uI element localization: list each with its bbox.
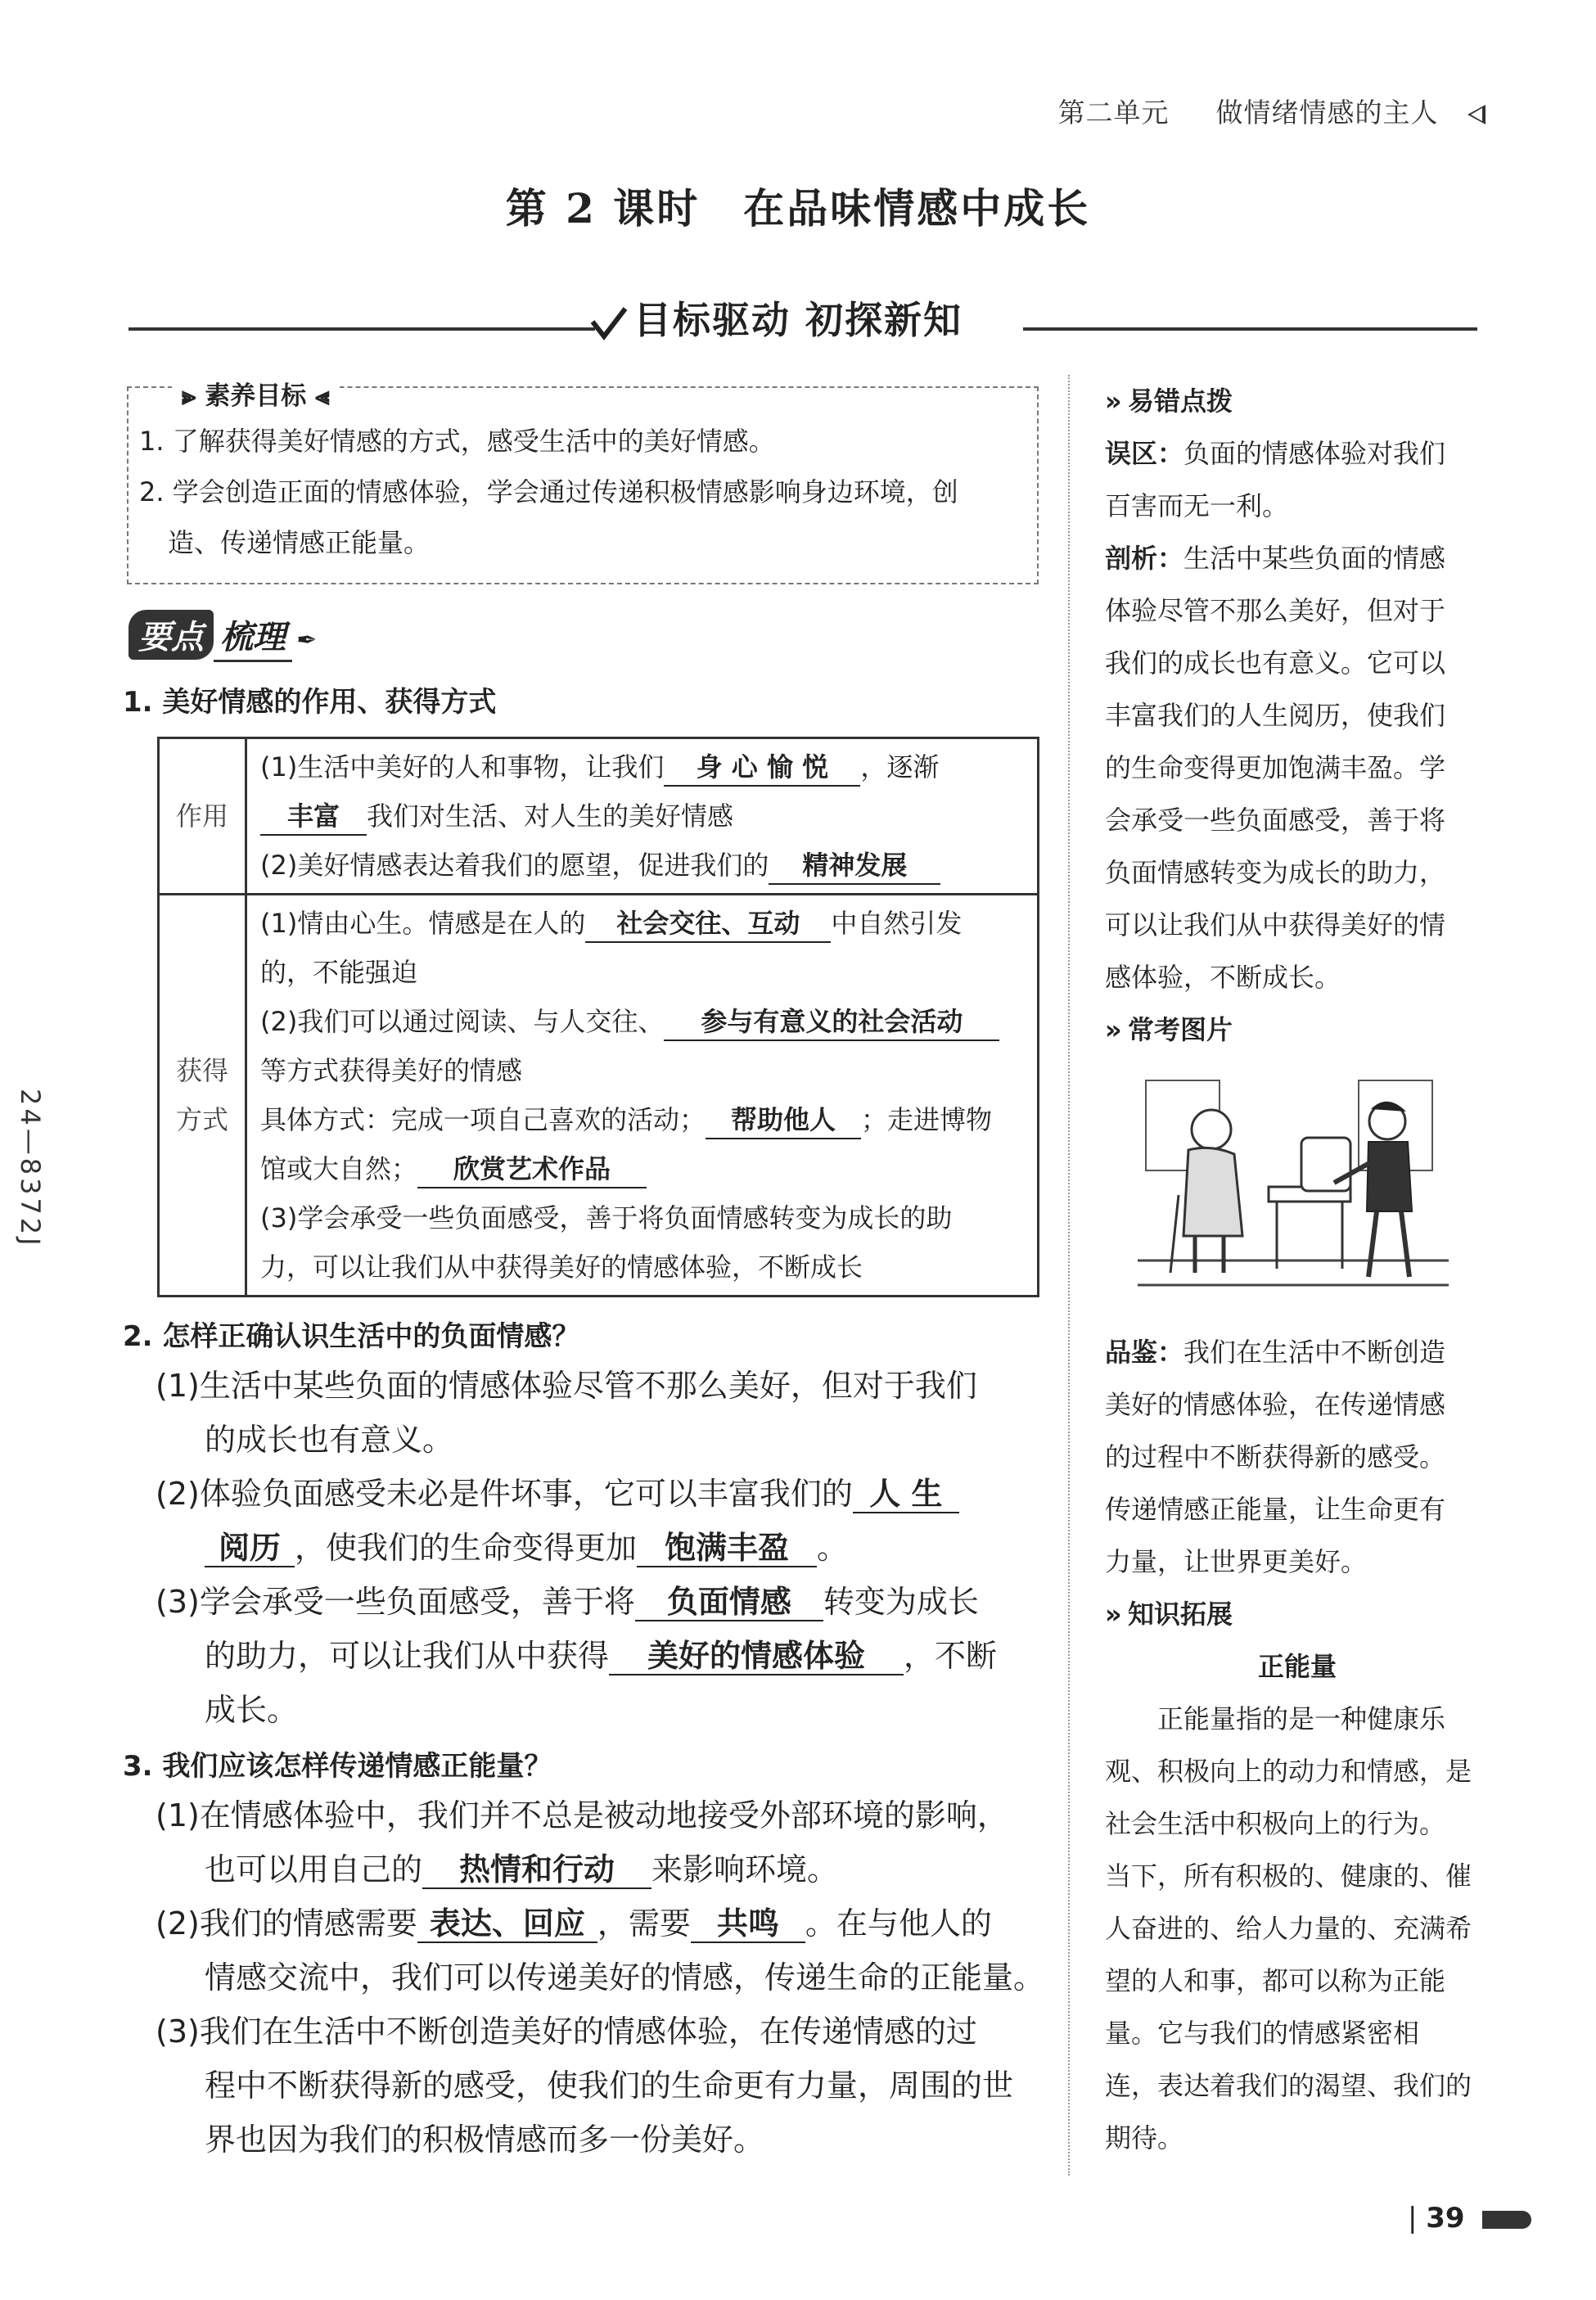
q2-line: 成长。 <box>205 1692 299 1728</box>
row-label-methods <box>159 895 246 1297</box>
table-line: 具体方式：完成一项自己喜欢的活动； 帮助他人 ；走进博物 <box>260 1095 1024 1144</box>
table-line: 力，可以让我们从中获得美好的情感体验，不断成长 <box>260 1251 863 1283</box>
answer-blank: 美好的情感体验 <box>609 1638 904 1675</box>
banner-text: 目标驱动 初探新知 <box>633 298 963 342</box>
table-line: (2)美好情感表达着我们的愿望，促进我们的 精神发展 <box>260 841 1024 890</box>
checkmark-icon <box>589 304 629 343</box>
badge-light: 梳理 <box>214 610 292 662</box>
sidebar-line: 我们的成长也有意义。它可以 <box>1105 647 1446 679</box>
key-points-badge <box>128 610 317 662</box>
sidebar-line: 感体验，不断成长。 <box>1105 962 1341 993</box>
q2-line: (2)体验负面感受未必是件坏事，它可以丰富我们的 人 生 <box>156 1467 1048 1521</box>
answer-blank: 社会交往、互动 <box>585 905 831 943</box>
answer-blank: 精神发展 <box>769 847 940 885</box>
banner-rule-right <box>1023 327 1477 331</box>
goal-item-2-cont: 造、传递情感正能量。 <box>168 527 431 558</box>
double-chevron-icon: » <box>1105 386 1116 417</box>
sidebar-line: 连，表达着我们的渴望、我们的 <box>1105 2070 1472 2101</box>
table-line: (1)情由心生。情感是在人的 社会交往、互动 中自然引发 <box>260 899 1024 948</box>
badge-dark: 要点 <box>128 610 214 660</box>
page-number-text: 39 <box>1426 2202 1465 2235</box>
double-chevron-icon: » <box>1105 1014 1116 1045</box>
sidebar-line: 品鉴：我们在生活中不断创造 <box>1105 1337 1446 1368</box>
q3-heading: 3. 我们应该怎样传递情感正能量？ <box>123 1750 552 1783</box>
sidebar-line: 剖析：生活中某些负面的情感 <box>1105 543 1446 574</box>
q2-line: (3)学会承受一些负面感受，善于将 负面情感 转变为成长 <box>156 1584 979 1620</box>
sidebar-line: 量。它与我们的情感紧密相 <box>1105 2018 1420 2049</box>
goal-item-2: 2. 学会创造正面的情感体验，学会通过传递积极情感影响身边环境，创 <box>139 476 958 507</box>
table-line: 丰富 我们对生活、对人生的美好情感 <box>260 791 1024 841</box>
q3-line: 也可以用自己的 热情和行动 来影响环境。 <box>205 1851 839 1887</box>
table-line: (1)生活中美好的人和事物，让我们 身 心 愉 悦 ，逐渐 <box>260 742 1024 791</box>
answer-blank: 参与有意义的社会活动 <box>664 1003 999 1041</box>
answer-blank: 身 心 愉 悦 <box>664 749 860 787</box>
q2-line: 的助力，可以让我们从中获得 美好的情感体验 ，不断 <box>205 1638 998 1674</box>
double-chevron-icon: » <box>1105 1599 1116 1630</box>
table-line: 等方式获得美好的情感 <box>260 1055 523 1086</box>
answer-blank: 阅历 <box>205 1530 295 1567</box>
q2-body <box>156 1359 1048 1737</box>
answer-blank: 丰富 <box>260 798 367 836</box>
running-header <box>1058 92 1486 130</box>
sidebar-line: 体验尽管不那么美好，但对于 <box>1105 595 1446 626</box>
q3-line: 界也因为我们的积极情感而多一份美好。 <box>205 2122 765 2158</box>
sidebar-line: 美好的情感体验，在传递情感 <box>1105 1389 1446 1420</box>
sidebar-line: 会承受一些负面感受，善于将 <box>1105 805 1446 836</box>
sidebar-heading-errors: » 易错点拨 <box>1105 375 1490 427</box>
sidebar-line: 当下，所有积极的、健康的、催 <box>1105 1860 1472 1892</box>
section-banner <box>589 291 963 345</box>
q2-heading: 2. 怎样正确认识生活中的负面情感？ <box>123 1320 580 1353</box>
q2-line: (1)生活中某些负面的情感体验尽管不那么美好，但对于我们 <box>156 1368 977 1404</box>
sidebar-line: 望的人和事，都可以称为正能 <box>1105 1965 1446 1996</box>
answer-blank: 负面情感 <box>635 1584 823 1621</box>
bus-seat-illustration <box>1138 1072 1449 1318</box>
answer-blank: 欣赏艺术作品 <box>417 1151 647 1188</box>
arrow-left-icon: ⫷ <box>306 381 330 411</box>
unit-label: 第二单元 <box>1057 97 1170 129</box>
spine-code: 24—8372J <box>15 1089 46 1249</box>
sidebar-lower <box>1105 1326 1490 2164</box>
sidebar-line: 正能量指的是一种健康乐 <box>1157 1703 1446 1734</box>
lesson-title: 第 2 课时 在品味情感中成长 <box>505 184 1091 232</box>
unit-title: 做情绪情感的主人 <box>1215 97 1439 129</box>
answer-blank: 共鸣 <box>691 1905 805 1943</box>
q3-line: 程中不断获得新的感受，使我们的生命更有力量，周围的世 <box>205 2068 1014 2104</box>
answer-blank: 热情和行动 <box>422 1851 651 1889</box>
goals-title <box>172 375 340 412</box>
table-line: (2)我们可以通过阅读、与人交往、 参与有意义的社会活动 <box>260 997 1024 1046</box>
sidebar-line: 人奋进的、给人力量的、充满希 <box>1105 1913 1472 1944</box>
column-divider <box>1068 375 1070 2176</box>
table-line: 的，不能强迫 <box>260 957 418 988</box>
emotion-table <box>157 737 1039 1297</box>
sidebar-line: 力量，让世界更美好。 <box>1105 1546 1368 1577</box>
sidebar-line: 传递情感正能量，让生命更有 <box>1105 1494 1446 1525</box>
sidebar-line: 负面情感转变为成长的助力， <box>1105 857 1446 888</box>
sidebar-heading-images: » 常考图片 <box>1105 1003 1490 1056</box>
page-number: | 39 <box>1408 2202 1531 2235</box>
answer-blank: 帮助他人 <box>706 1102 861 1139</box>
q2-line: 阅历 ，使我们的生命变得更加 饱满丰盈 。 <box>156 1521 1048 1575</box>
q3-line: (3)我们在生活中不断创造美好的情感体验，在传递情感的过 <box>156 2014 977 2050</box>
q3-line: 情感交流中，我们可以传递美好的情感，传递生命的正能量。 <box>205 1960 1045 1996</box>
table-line: 馆或大自然； 欣赏艺术作品 <box>260 1144 1024 1193</box>
q3-line: (1)在情感体验中，我们并不总是被动地接受外部环境的影响， <box>156 1797 1008 1833</box>
row-label-line: 方式 <box>175 1104 228 1135</box>
q3-body <box>156 1788 1048 2167</box>
arrow-right-icon: ⫸ <box>182 381 205 411</box>
sidebar-line: 丰富我们的人生阅历，使我们 <box>1105 700 1446 731</box>
row-label-role: 作用 <box>159 738 246 895</box>
sidebar-line: 的生命变得更加饱满丰盈。学 <box>1105 752 1446 783</box>
row-content-methods <box>246 895 1039 1297</box>
sidebar-line: 期待。 <box>1105 2122 1184 2153</box>
goal-item-1: 1. 了解获得美好情感的方式，感受生活中的美好情感。 <box>139 426 775 457</box>
row-label-line: 获得 <box>175 1055 228 1086</box>
sidebar-line: 的过程中不断获得新的感受。 <box>1105 1441 1446 1472</box>
q3-line: (2)我们的情感需要 表达、回应 ，需要 共鸣 。在与他人的 <box>156 1905 992 1941</box>
sidebar-line: 百害而无一利。 <box>1105 490 1289 521</box>
sidebar-line: 社会生活中积极向上的行为。 <box>1105 1808 1446 1839</box>
row-content-role <box>246 738 1039 895</box>
answer-blank: 饱满丰盈 <box>637 1530 817 1567</box>
goals-title-text: 素养目标 <box>205 381 307 411</box>
page-tab-icon <box>1482 2211 1531 2229</box>
triangle-icon <box>1468 105 1486 124</box>
feather-icon: ✒ <box>296 626 318 655</box>
answer-blank: 表达、回应 <box>417 1905 597 1943</box>
sidebar-line: 观、积极向上的动力和情感，是 <box>1105 1756 1472 1787</box>
answer-blank: 人 生 <box>853 1476 959 1513</box>
q2-line: 的成长也有意义。 <box>205 1422 454 1458</box>
sidebar-heading-extension: » 知识拓展 <box>1105 1588 1490 1640</box>
table-line: (3)学会承受一些负面感受，善于将负面情感转变为成长的助 <box>260 1202 953 1233</box>
sidebar-line: 可以让我们从中获得美好的情 <box>1105 909 1446 940</box>
sidebar <box>1105 375 1490 1056</box>
q1-heading: 1. 美好情感的作用、获得方式 <box>123 686 497 719</box>
banner-rule-left <box>128 327 595 331</box>
sidebar-subtitle: 正能量 <box>1257 1651 1337 1682</box>
sidebar-line: 误区：负面的情感体验对我们 <box>1105 438 1446 469</box>
